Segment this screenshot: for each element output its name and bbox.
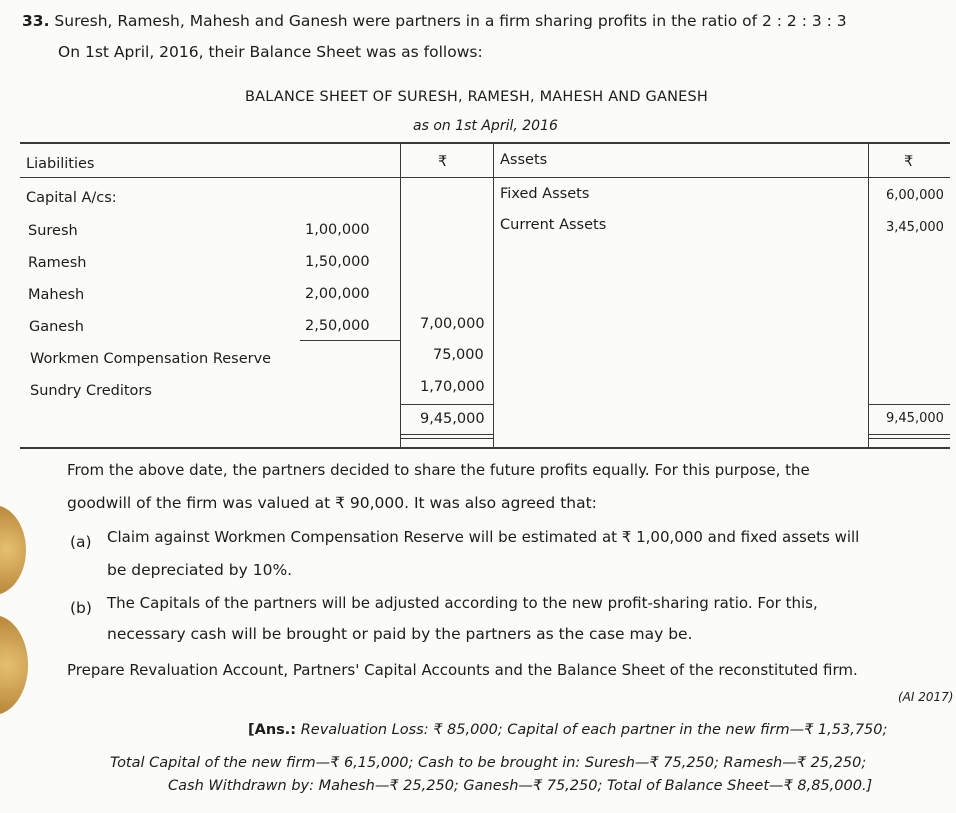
sundry-creditors-label: Sundry Creditors (30, 383, 152, 399)
partner-name: Suresh (28, 223, 78, 239)
item-a-line-1: Claim against Workmen Compensation Reserve will be estimated at ₹ 1,00,000 and fixed assets will (107, 528, 860, 546)
balance-sheet-title: BALANCE SHEET OF SURESH, RAMESH, MAHESH AND GANESH (245, 89, 709, 105)
asset-total-rule-top (869, 404, 950, 405)
partner-amount: 2,00,000 (305, 286, 370, 302)
paragraph-1-line-2: goodwill of the firm was valued at ₹ 90,000. It was also agreed that: (67, 494, 597, 512)
asset-name: Fixed Assets (500, 186, 590, 202)
capital-label: Capital A/cs: (26, 190, 117, 206)
question-text-1: Suresh, Ramesh, Mahesh and Ganesh were partners in a firm sharing profits in the ratio of 2 : 2 : 3 : 3 (54, 12, 847, 30)
table-bottom-border (20, 447, 950, 449)
question-line-2: On 1st April, 2016, their Balance Sheet was as follows: (58, 43, 483, 61)
finger-shadow-top (0, 505, 26, 595)
balance-sheet-subtitle: as on 1st April, 2016 (413, 118, 558, 134)
item-b-line-2: necessary cash will be brought or paid by the partners as the case may be. (107, 625, 693, 643)
partner-name: Mahesh (28, 287, 85, 303)
asset-amount: 3,45,000 (886, 220, 944, 235)
liab-total-rule-top (401, 404, 493, 405)
sundry-creditors-amount: 1,70,000 (420, 379, 485, 395)
answer-text-1: Revaluation Loss: ₹ 85,000; Capital of each partner in the new firm—₹ 1,53,750; (300, 722, 888, 738)
divider-asset-amount (868, 142, 869, 448)
answer-line-3: Cash Withdrawn by: Mahesh—₹ 25,250; Ganesh—₹ 75,250; Total of Balance Sheet—₹ 8,85,000.] (168, 778, 873, 794)
header-assets: Assets (500, 152, 548, 168)
partner-amount: 2,50,000 (305, 318, 370, 334)
partner-name: Ramesh (28, 255, 87, 271)
workmen-reserve-label: Workmen Compensation Reserve (30, 351, 272, 367)
asset-total-rule-bottom-1 (869, 434, 950, 435)
workmen-reserve-amount: 75,000 (433, 347, 484, 363)
table-top-border (20, 142, 950, 144)
item-a-label: (a) (70, 533, 92, 551)
source-note: (AI 2017) (898, 690, 954, 704)
question-number: 33. (22, 12, 50, 30)
asset-amount: 6,00,000 (886, 188, 944, 203)
header-liabilities: Liabilities (26, 156, 95, 172)
liab-total-rule-bottom-2 (401, 438, 493, 439)
asset-name: Current Assets (500, 217, 607, 233)
divider-liab-amount (400, 142, 401, 448)
answer-line-1 (248, 722, 887, 738)
divider-center (493, 142, 494, 448)
table-header-rule (20, 177, 950, 178)
item-b-label: (b) (70, 599, 92, 617)
header-rupee-assets: ₹ (904, 154, 914, 170)
answer-line-2: Total Capital of the new firm—₹ 6,15,000; Cash to be brought in: Suresh—₹ 75,250; Ramesh—₹ 25,250; (110, 755, 867, 771)
answer-prefix: [Ans.: (248, 722, 297, 738)
paragraph-1-line-1: From the above date, the partners decided to share the future profits equally. For this purpose, the (67, 461, 810, 479)
asset-total-rule-bottom-2 (869, 438, 950, 439)
partner-amount: 1,00,000 (305, 222, 370, 238)
partner-amount: 1,50,000 (305, 254, 370, 270)
question-line-1 (22, 12, 847, 30)
item-b-line-1: The Capitals of the partners will be adjusted according to the new profit-sharing ratio. For this, (107, 594, 818, 612)
capital-total: 7,00,000 (420, 316, 485, 332)
prepare-instruction: Prepare Revaluation Account, Partners' Capital Accounts and the Balance Sheet of the reconstituted firm. (67, 661, 858, 679)
liab-total-rule-bottom-1 (401, 434, 493, 435)
item-a-line-2: be depreciated by 10%. (107, 561, 293, 579)
assets-total: 9,45,000 (886, 411, 944, 426)
liabilities-total: 9,45,000 (420, 411, 485, 427)
partner-name: Ganesh (29, 319, 84, 335)
finger-shadow-bottom (0, 615, 28, 715)
capital-subtotal-rule (300, 340, 400, 341)
header-rupee-liabilities: ₹ (438, 154, 448, 170)
